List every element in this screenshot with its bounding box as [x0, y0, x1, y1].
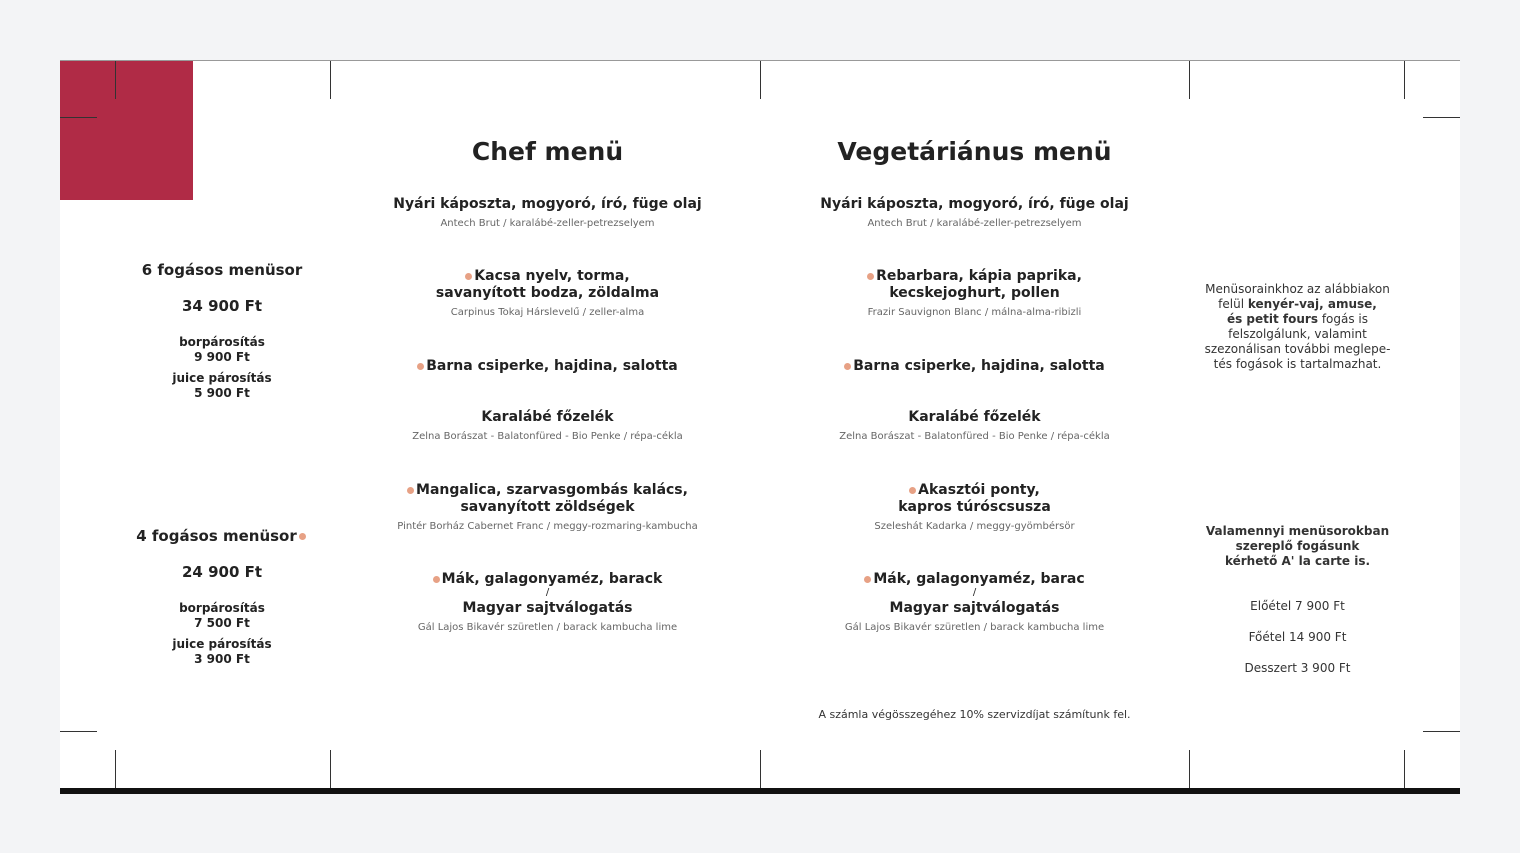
menu4-juice-price: 3 900 Ft — [194, 652, 250, 666]
menu6-block — [132, 261, 312, 401]
course-pairing: Frazir Sauvignon Blanc / málna-alma-ribizli — [867, 307, 1082, 318]
brand-square — [60, 61, 193, 200]
starter-price: Előétel 7 900 Ft — [1250, 599, 1345, 613]
course-pairing: Gál Lajos Bikavér szüretlen / barack kambucha lime — [844, 622, 1105, 633]
menu6-price: 34 900 Ft — [181, 297, 263, 315]
course-pairing: Zelna Borászat - Balatonfüred - Bio Penke / répa-cékla — [839, 431, 1110, 442]
fold-mark — [330, 61, 331, 99]
fold-mark — [760, 750, 761, 788]
chef-menu-title: Chef menü — [471, 137, 624, 166]
note-emphasis: kenyér-vaj, amuse, — [1247, 297, 1377, 311]
course-pairing: Antech Brut / karalábé-zeller-petrezselyem — [440, 218, 655, 229]
course-name-alt: Magyar sajtválogatás — [889, 600, 1060, 616]
veg-course-6 — [797, 571, 1152, 634]
chef-course-2 — [370, 268, 725, 319]
bullet-dot-icon — [417, 363, 424, 370]
note-text: fogás is — [1318, 312, 1369, 326]
crop-mark — [60, 117, 97, 118]
course-name: Rebarbara, kápia paprika, kecskejoghurt, pollen — [876, 268, 1082, 301]
course-name: Barna csiperke, hajdina, salotta — [853, 358, 1105, 374]
chef-course-4 — [370, 409, 725, 443]
service-charge-note: A számla végösszegéhez 10% szervizdíjat számítunk fel. — [818, 708, 1131, 721]
course-pairing: Gál Lajos Bikavér szüretlen / barack kambucha lime — [417, 622, 678, 633]
alacarte-note: Valamennyi menüsorokban szereplő fogásunk kérhető A' la carte is. — [1205, 524, 1390, 568]
chef-course-5 — [370, 482, 725, 533]
crop-mark — [1423, 117, 1460, 118]
dessert-price: Desszert 3 900 Ft — [1244, 661, 1351, 675]
veg-menu-column — [797, 61, 1152, 794]
extras-note — [1200, 282, 1395, 372]
bullet-dot-icon — [844, 363, 851, 370]
crop-mark — [1404, 61, 1405, 99]
fold-mark — [1189, 750, 1190, 788]
veg-course-2 — [797, 268, 1152, 319]
bullet-dot-icon — [909, 487, 916, 494]
fold-mark — [330, 750, 331, 788]
course-separator: / — [545, 587, 550, 598]
menu6-title: 6 fogásos menüsor — [141, 261, 303, 279]
course-name: Nyári káposzta, mogyoró, író, füge olaj — [820, 196, 1129, 212]
alacarte-column — [1200, 524, 1395, 676]
menu-sheet — [60, 60, 1460, 794]
main-price: Főétel 14 900 Ft — [1248, 630, 1347, 644]
note-emphasis: és petit fours — [1226, 312, 1318, 326]
chef-course-3 — [370, 358, 725, 375]
course-name: Mák, galagonyaméz, barac — [873, 571, 1085, 587]
bullet-dot-icon — [299, 533, 306, 540]
chef-course-1 — [370, 196, 725, 230]
course-name-alt: Magyar sajtválogatás — [462, 600, 633, 616]
course-pairing: Szeleshát Kadarka / meggy-gyömbérsör — [874, 521, 1075, 532]
course-name: Mangalica, szarvasgombás kalács, savanyított zöldségek — [416, 482, 688, 515]
veg-course-1 — [797, 196, 1152, 230]
crop-mark — [60, 731, 97, 732]
veg-menu-title: Vegetáriánus menü — [837, 137, 1112, 166]
menu4-title-row — [132, 527, 312, 545]
course-name: Nyári káposzta, mogyoró, író, füge olaj — [393, 196, 702, 212]
crop-mark — [1423, 731, 1460, 732]
course-pairing: Carpinus Tokaj Hárslevelű / zeller-alma — [450, 307, 645, 318]
note-line: szezonálisan további meglepe- — [1204, 342, 1391, 356]
menu6-wine-price: 9 900 Ft — [194, 350, 250, 364]
course-pairing: Zelna Borászat - Balatonfüred - Bio Penke / répa-cékla — [412, 431, 683, 442]
course-pairing: Antech Brut / karalábé-zeller-petrezselyem — [867, 218, 1082, 229]
course-pairing: Pintér Borház Cabernet Franc / meggy-rozmaring-kambucha — [397, 521, 698, 532]
note-line: felszolgálunk, valamint — [1228, 327, 1367, 341]
bottom-border — [60, 788, 1460, 794]
veg-course-5 — [797, 482, 1152, 533]
info-column — [1200, 282, 1395, 372]
course-name: Akasztói ponty, kapros túróscsusza — [898, 482, 1051, 515]
menu4-block — [132, 527, 312, 667]
course-name: Barna csiperke, hajdina, salotta — [426, 358, 678, 374]
note-line: Menüsorainkhoz az alábbiakon — [1205, 282, 1390, 296]
veg-course-4 — [797, 409, 1152, 443]
menu6-juice-label: juice párosítás — [172, 371, 272, 385]
menu6-juice-price: 5 900 Ft — [194, 386, 250, 400]
crop-mark — [115, 61, 116, 99]
fold-mark — [1189, 61, 1190, 99]
menu4-wine-price: 7 500 Ft — [194, 616, 250, 630]
menu4-wine-label: borpárosítás — [179, 601, 265, 615]
bullet-dot-icon — [867, 273, 874, 280]
bullet-dot-icon — [864, 576, 871, 583]
course-name: Mák, galagonyaméz, barack — [441, 571, 663, 587]
course-name: Karalábé főzelék — [908, 409, 1041, 425]
menu4-price: 24 900 Ft — [181, 563, 263, 581]
note-line: tés fogások is tartalmazhat. — [1213, 357, 1382, 371]
bullet-dot-icon — [407, 487, 414, 494]
menu4-title: 4 fogásos menüsor — [136, 527, 297, 545]
course-name: Karalábé főzelék — [481, 409, 614, 425]
course-separator: / — [972, 587, 977, 598]
veg-course-3 — [797, 358, 1152, 375]
bullet-dot-icon — [433, 576, 440, 583]
course-name: Kacsa nyelv, torma, savanyított bodza, zöldalma — [435, 268, 660, 301]
crop-mark — [1404, 750, 1405, 788]
fold-mark — [760, 61, 761, 99]
chef-course-6 — [370, 571, 725, 634]
note-text: felül — [1218, 297, 1248, 311]
menu6-wine-label: borpárosítás — [179, 335, 265, 349]
bullet-dot-icon — [465, 273, 472, 280]
chef-menu-column — [370, 61, 725, 794]
crop-mark — [115, 750, 116, 788]
menu4-juice-label: juice párosítás — [172, 637, 272, 651]
